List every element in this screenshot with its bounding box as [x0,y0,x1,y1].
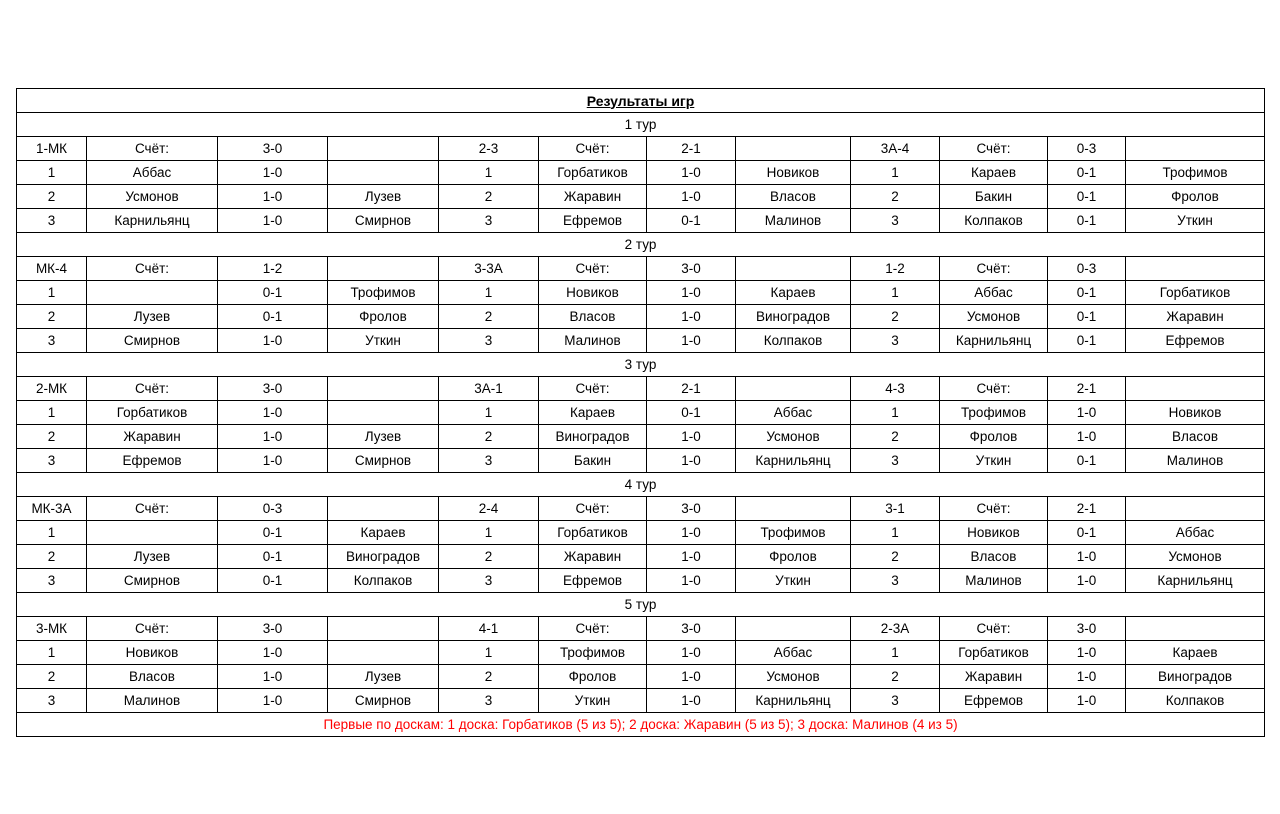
round-header-cell: 2-3 [439,137,539,161]
table-cell: 1-0 [647,161,736,185]
table-cell: 1-0 [647,329,736,353]
table-cell: Смирнов [87,329,218,353]
results-table [16,88,1265,737]
table-cell: Малинов [87,689,218,713]
round-header-cell [1126,497,1265,521]
table-row [17,425,1265,449]
table-cell: 0-1 [218,569,328,593]
round-header-cell: Счёт: [940,617,1048,641]
table-cell: Уткин [539,689,647,713]
table-cell: 2 [851,425,940,449]
table-cell: Караев [539,401,647,425]
table-cell: Уткин [940,449,1048,473]
table-cell: Колпаков [328,569,439,593]
table-cell: Смирнов [328,209,439,233]
table-cell: Уткин [328,329,439,353]
footer-row [17,713,1265,737]
round-header-cell [328,497,439,521]
table-cell: 1-0 [218,401,328,425]
page-title-text: Результаты игр [586,92,695,109]
round-header-cell [1126,377,1265,401]
table-cell: Власов [539,305,647,329]
round-header-cell: 2-3А [851,617,940,641]
round-header-cell: 2-4 [439,497,539,521]
table-cell: 1-0 [218,665,328,689]
table-cell: 2 [851,545,940,569]
round-header-cell: 2-1 [1048,377,1126,401]
table-cell: 3 [17,449,87,473]
round-header-cell: 0-3 [1048,257,1126,281]
table-cell: Ефремов [539,209,647,233]
table-cell: 2 [439,305,539,329]
round-label-row [17,113,1265,137]
table-row [17,281,1265,305]
round-header-cell: 0-3 [1048,137,1126,161]
table-cell: 1 [17,401,87,425]
table-cell: 2 [17,425,87,449]
table-cell: 1-0 [218,185,328,209]
round-header-cell: 3А-4 [851,137,940,161]
table-cell: 3 [851,449,940,473]
table-cell: 0-1 [1048,185,1126,209]
table-cell: Фролов [328,305,439,329]
table-cell: Усмонов [1126,545,1265,569]
table-cell: 1-0 [218,425,328,449]
table-cell: 1-0 [218,641,328,665]
table-row [17,569,1265,593]
table-row [17,665,1265,689]
table-cell: Жаравин [940,665,1048,689]
table-cell: 0-1 [218,521,328,545]
table-cell: Усмонов [736,665,851,689]
table-cell: 0-1 [1048,305,1126,329]
table-cell: Трофимов [539,641,647,665]
table-cell: 1-0 [218,209,328,233]
table-cell: Новиков [87,641,218,665]
table-cell: 3 [851,209,940,233]
round-header-cell: 4-3 [851,377,940,401]
table-cell: Виноградов [736,305,851,329]
round-header-cell: Счёт: [940,257,1048,281]
table-cell: Смирнов [328,689,439,713]
round-header-cell [1126,257,1265,281]
table-cell: Уткин [1126,209,1265,233]
table-cell: 2 [851,305,940,329]
round-header-cell [736,497,851,521]
table-cell: Усмонов [940,305,1048,329]
table-cell: Новиков [940,521,1048,545]
table-cell: Виноградов [328,545,439,569]
table-cell: Новиков [539,281,647,305]
table-cell: 1-0 [1048,425,1126,449]
table-cell: 1-0 [647,185,736,209]
table-cell: 0-1 [1048,161,1126,185]
table-row [17,401,1265,425]
table-cell: 1 [17,281,87,305]
table-cell [328,401,439,425]
table-cell: Карнильянц [736,689,851,713]
table-cell: 1-0 [1048,569,1126,593]
table-cell: 0-1 [218,545,328,569]
table-cell: 1-0 [647,689,736,713]
round-header-cell: 3А-1 [439,377,539,401]
round-header-row [17,497,1265,521]
round-header-cell: 0-3 [218,497,328,521]
table-cell: 1-0 [647,665,736,689]
table-cell: 1-0 [1048,689,1126,713]
table-cell: Колпаков [1126,689,1265,713]
table-cell: Фролов [1126,185,1265,209]
round-header-cell: Счёт: [539,377,647,401]
table-row [17,545,1265,569]
table-cell: Жаравин [539,545,647,569]
table-cell: Виноградов [539,425,647,449]
table-cell: Колпаков [736,329,851,353]
round-header-cell: 3-МК [17,617,87,641]
round-header-cell: 2-МК [17,377,87,401]
round-header-cell [736,257,851,281]
round-header-cell: 2-1 [647,137,736,161]
round-label-row [17,593,1265,617]
table-cell: Караев [328,521,439,545]
table-cell: 2 [439,185,539,209]
table-cell: 0-1 [1048,329,1126,353]
table-cell: 0-1 [1048,209,1126,233]
round-header-cell: 3-3А [439,257,539,281]
table-cell: Малинов [539,329,647,353]
table-cell: Бакин [539,449,647,473]
round-header-cell [736,617,851,641]
round-header-cell: Счёт: [87,377,218,401]
table-cell: 0-1 [647,209,736,233]
table-cell: Горбатиков [539,521,647,545]
round-header-cell: 3-0 [218,377,328,401]
round-header-cell: 4-1 [439,617,539,641]
round-header-cell [736,137,851,161]
table-cell: 1 [439,401,539,425]
table-cell: Горбатиков [539,161,647,185]
table-cell: 3 [439,689,539,713]
table-cell: 1 [17,641,87,665]
table-cell: 3 [439,569,539,593]
round-header-cell [1126,137,1265,161]
table-cell: 3 [17,569,87,593]
round-header-cell: Счёт: [87,257,218,281]
round-header-cell: Счёт: [539,617,647,641]
table-cell: Лузев [328,425,439,449]
table-cell: 1-0 [647,425,736,449]
table-cell: 1-0 [218,689,328,713]
table-cell: 1 [439,521,539,545]
table-cell: Власов [87,665,218,689]
round-header-cell: 1-2 [218,257,328,281]
round-header-cell: 1-2 [851,257,940,281]
table-cell: Трофимов [1126,161,1265,185]
table-cell: 1 [17,521,87,545]
table-cell: Лузев [87,545,218,569]
table-cell: Караев [940,161,1048,185]
round-header-cell: Счёт: [940,377,1048,401]
table-cell: Караев [736,281,851,305]
table-cell: Аббас [87,161,218,185]
table-cell: 1-0 [1048,665,1126,689]
table-cell: 2 [851,185,940,209]
round-header-cell: 3-0 [647,497,736,521]
table-cell: Карнильянц [87,209,218,233]
table-cell: 1-0 [647,305,736,329]
table-cell: Карнильянц [940,329,1048,353]
round-header-cell: 1-МК [17,137,87,161]
table-cell: 1 [851,161,940,185]
table-cell: 3 [439,329,539,353]
round-header-cell: Счёт: [87,617,218,641]
round-header-cell: Счёт: [87,137,218,161]
table-cell: Власов [940,545,1048,569]
table-cell: Новиков [736,161,851,185]
round-label: 2 тур [17,233,1265,257]
table-cell: Аббас [1126,521,1265,545]
table-cell: Бакин [940,185,1048,209]
table-row [17,689,1265,713]
table-cell: 2 [439,665,539,689]
table-cell: Аббас [736,401,851,425]
round-label: 3 тур [17,353,1265,377]
round-label: 1 тур [17,113,1265,137]
table-cell: 3 [439,449,539,473]
table-cell: 0-1 [218,281,328,305]
table-cell: 1 [439,281,539,305]
round-label: 4 тур [17,473,1265,497]
table-cell: Фролов [539,665,647,689]
table-cell: Уткин [736,569,851,593]
table-cell: Ефремов [1126,329,1265,353]
page-title [17,89,1265,113]
table-cell: Карнильянц [736,449,851,473]
table-cell: Трофимов [940,401,1048,425]
table-cell: 1-0 [218,161,328,185]
table-row [17,521,1265,545]
table-cell [87,281,218,305]
round-header-cell: 2-1 [1048,497,1126,521]
table-cell [328,641,439,665]
round-header-cell: 3-0 [218,137,328,161]
table-cell: 1 [851,281,940,305]
table-cell: Колпаков [940,209,1048,233]
table-cell: 1 [851,641,940,665]
table-cell: Усмонов [87,185,218,209]
table-cell [328,161,439,185]
round-label: 5 тур [17,593,1265,617]
table-cell: 1-0 [1048,641,1126,665]
round-header-cell [1126,617,1265,641]
round-header-cell: Счёт: [539,257,647,281]
table-cell: Смирнов [328,449,439,473]
table-cell: 2 [17,545,87,569]
round-header-cell [328,257,439,281]
table-cell: 0-1 [1048,521,1126,545]
table-row [17,161,1265,185]
table-cell: Малинов [736,209,851,233]
table-cell: 2 [17,305,87,329]
table-cell: 1-0 [1048,545,1126,569]
table-cell: Власов [1126,425,1265,449]
board-leaders-note: Первые по доскам: 1 доска: Горбатиков (5 из 5); 2 доска: Жаравин (5 из 5); 3 доска: Малинов (4 из 5) [17,713,1265,737]
table-cell: 3 [17,209,87,233]
table-cell: 2 [17,665,87,689]
table-row [17,329,1265,353]
table-cell: Трофимов [736,521,851,545]
table-cell: Аббас [940,281,1048,305]
round-header-cell: 3-0 [218,617,328,641]
table-row [17,209,1265,233]
table-cell: Малинов [940,569,1048,593]
table-cell: Ефремов [940,689,1048,713]
table-row [17,185,1265,209]
round-header-cell [736,377,851,401]
table-cell: 2 [851,665,940,689]
table-cell: 1-0 [647,545,736,569]
table-cell: Карнильянц [1126,569,1265,593]
table-cell: 1 [851,401,940,425]
table-cell: 1-0 [647,641,736,665]
round-header-cell: Счёт: [539,497,647,521]
round-header-row [17,617,1265,641]
table-cell: Смирнов [87,569,218,593]
table-row [17,449,1265,473]
round-header-row [17,377,1265,401]
round-header-cell: Счёт: [940,497,1048,521]
table-cell: 3 [851,569,940,593]
table-cell: Фролов [940,425,1048,449]
table-cell: Лузев [328,185,439,209]
table-cell: 1 [439,161,539,185]
table-cell: Лузев [87,305,218,329]
table-cell: 1 [851,521,940,545]
round-header-cell: 3-1 [851,497,940,521]
table-cell: 0-1 [1048,281,1126,305]
round-header-cell [328,137,439,161]
round-header-cell: 3-0 [1048,617,1126,641]
table-cell: Лузев [328,665,439,689]
table-cell: Усмонов [736,425,851,449]
round-header-row [17,257,1265,281]
round-header-cell: 3-0 [647,257,736,281]
table-cell: Караев [1126,641,1265,665]
round-header-cell: Счёт: [940,137,1048,161]
table-cell: 0-1 [1048,449,1126,473]
results-table-body [17,89,1265,737]
table-cell: 1-0 [647,449,736,473]
table-cell: Горбатиков [940,641,1048,665]
table-cell: 1-0 [1048,401,1126,425]
table-cell: Трофимов [328,281,439,305]
round-header-cell: Счёт: [87,497,218,521]
table-cell: Фролов [736,545,851,569]
table-cell: 3 [17,689,87,713]
table-cell: Новиков [1126,401,1265,425]
table-cell: 0-1 [647,401,736,425]
table-cell: Аббас [736,641,851,665]
table-cell: 3 [851,689,940,713]
results-sheet [16,88,1264,737]
round-header-cell: 2-1 [647,377,736,401]
round-label-row [17,353,1265,377]
table-cell: 1 [439,641,539,665]
table-cell [87,521,218,545]
round-label-row [17,473,1265,497]
table-cell: 1 [17,161,87,185]
table-cell: Виноградов [1126,665,1265,689]
table-cell: 2 [17,185,87,209]
table-cell: 1-0 [647,281,736,305]
table-cell: Жаравин [1126,305,1265,329]
table-cell: 1-0 [218,329,328,353]
table-cell: 3 [17,329,87,353]
round-header-cell [328,617,439,641]
table-cell: 3 [851,329,940,353]
table-cell: 1-0 [647,521,736,545]
round-label-row [17,233,1265,257]
table-cell: Малинов [1126,449,1265,473]
table-cell: Жаравин [87,425,218,449]
table-cell: Власов [736,185,851,209]
table-cell: Горбатиков [1126,281,1265,305]
table-cell: 0-1 [218,305,328,329]
table-cell: 1-0 [218,449,328,473]
table-row [17,641,1265,665]
table-cell: 1-0 [647,569,736,593]
table-cell: Горбатиков [87,401,218,425]
table-cell: Ефремов [539,569,647,593]
table-cell: Ефремов [87,449,218,473]
table-cell: 2 [439,545,539,569]
round-header-cell: Счёт: [539,137,647,161]
round-header-cell [328,377,439,401]
table-cell: 2 [439,425,539,449]
round-header-cell: 3-0 [647,617,736,641]
round-header-cell: МК-4 [17,257,87,281]
round-header-cell: МК-3А [17,497,87,521]
title-row [17,89,1265,113]
table-cell: 3 [439,209,539,233]
table-cell: Жаравин [539,185,647,209]
round-header-row [17,137,1265,161]
table-row [17,305,1265,329]
